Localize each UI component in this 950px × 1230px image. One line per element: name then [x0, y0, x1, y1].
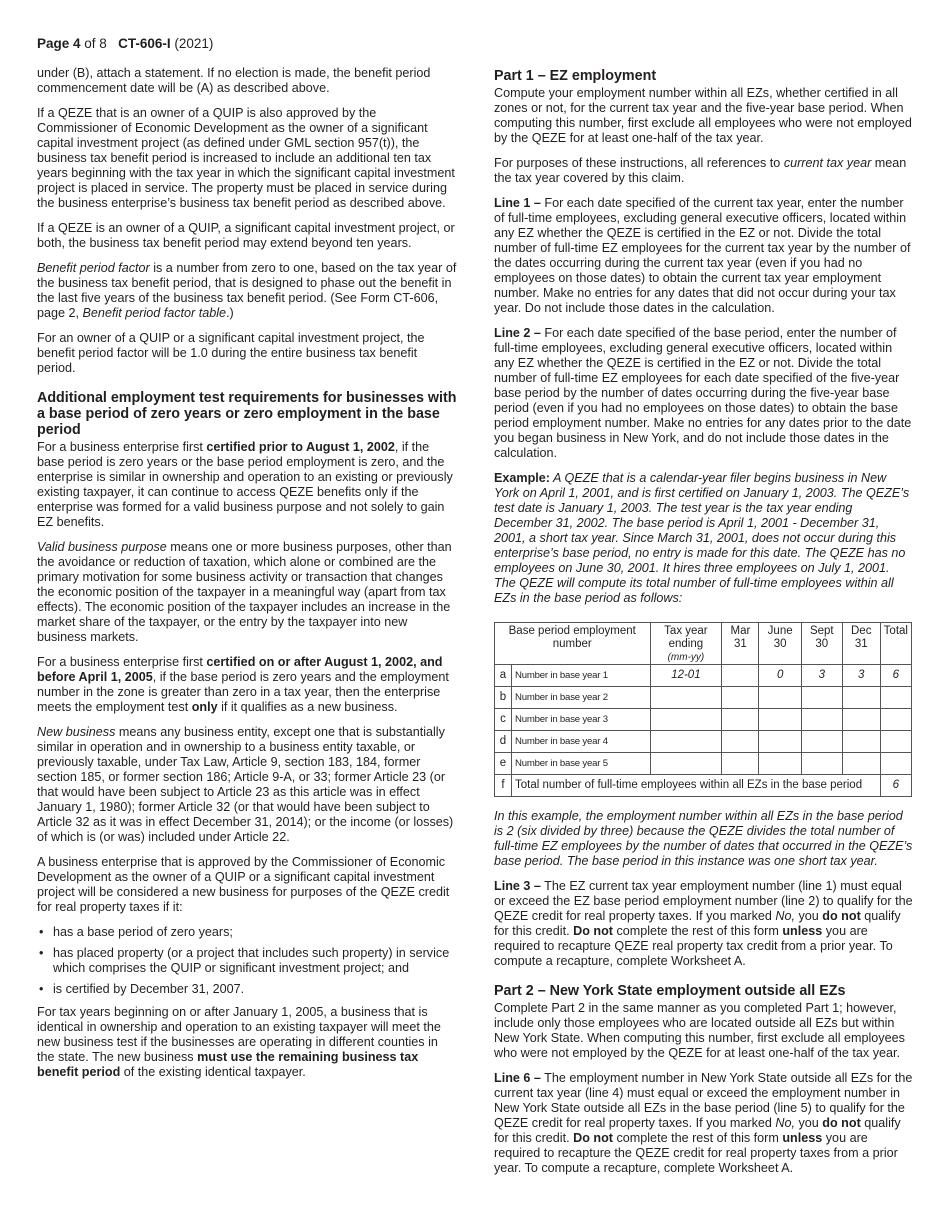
row-value: 3	[801, 665, 842, 687]
row-value	[759, 709, 801, 731]
text-run: Line 3 –	[494, 879, 541, 893]
text-run: is a number from zero to one, based on the tax year of the business tax benefit period, that is designed to phase out the benefit in the last five years of the business tax benefit period. (See Form CT-606, page 2,	[37, 261, 457, 320]
text-run: Part 1 – EZ employment	[494, 68, 657, 84]
row-desc: Number in base year 4	[512, 731, 651, 753]
paragraph	[37, 106, 457, 211]
row-desc: Number in base year 2	[512, 687, 651, 709]
text-run: Line 2 –	[494, 326, 541, 340]
page-count: of 8	[80, 36, 107, 51]
row-desc: Number in base year 1	[512, 665, 651, 687]
text-run: must use the remaining business tax benefit period	[37, 1050, 419, 1079]
text-run: Line 6 –	[494, 1071, 541, 1085]
text-run: For each date specified of the current tax year, enter the number of full-time employees, excluding general executive officers, located within any EZ whether the QEZE is certified in the EZ or not. Divide the total number of full-time EZ employees for the current tax year by the number of the dates occurring during the current tax year (even if you had no employees on those dates) to obtain the current tax year employment number. Make no entries for any dates that did not occur during your tax year. Do not include those dates in the calculation.	[494, 196, 911, 315]
text-run: of the existing identical taxpayer.	[120, 1065, 306, 1079]
paragraph	[494, 1071, 914, 1176]
row-value	[842, 709, 880, 731]
text-run: For tax years beginning on or after January 1, 2005, a business that is identical in ownership and operation to an existing taxpayer will meet the new business test if the businesses are operating in different counties in the state. The new business	[37, 1005, 441, 1064]
paragraph	[37, 221, 457, 251]
text-run: Line 1 –	[494, 196, 541, 210]
text-run: For each date specified of the base period, enter the number of full-time employees, excluding general executive officers, located within any EZ whether the QEZE is certified in the EZ or not. Divide the total number of full-time EZ employees for each date specified of the five-year base period by the number of dates occurring during the five-year base period (even if you had no employees on those dates) to obtain the base period employment number. Make no entries for any dates prior to the date you began business in New York, and do not include those dates in the calculation.	[494, 326, 912, 460]
list-item	[37, 982, 457, 997]
header-date: Sept 30	[801, 623, 842, 665]
row-total: 6	[880, 775, 911, 797]
text-run: Compute your employment number within all EZs, whether certified in all zones or not, for the current tax year and the five-year base period. When computing this number, first exclude all employees who were not employed by the QEZE for at least one-half of the tax year.	[494, 86, 912, 145]
text-run: Example:	[494, 471, 550, 485]
text-run: certified prior to August 1, 2002	[206, 440, 395, 454]
text-run: unless	[782, 924, 823, 938]
table-row	[495, 665, 912, 687]
row-value	[759, 687, 801, 709]
header-date: June 30	[759, 623, 801, 665]
paragraph	[37, 655, 457, 715]
paragraph	[37, 331, 457, 376]
list-item	[37, 925, 457, 940]
text-run: has placed property (or a project that includes such property) in service which comprises the QUIP or significant investment project; and	[53, 946, 450, 975]
list-item	[37, 946, 457, 976]
text-run: complete the rest of this form	[612, 1131, 783, 1145]
table-row	[495, 731, 912, 753]
form-number: CT-606-I	[118, 36, 171, 51]
page-number: Page 4	[37, 36, 81, 51]
text-run: certified on or after August 1, 2002, and before April 1, 2005	[37, 655, 443, 684]
left-column	[37, 66, 457, 1090]
text-run: Do not	[573, 924, 613, 938]
row-value: 6	[880, 665, 911, 687]
bullet-list	[37, 925, 457, 997]
text-run: No,	[775, 909, 795, 923]
text-run: A business enterprise that is approved by the Commissioner of Economic Development as the owner of a QUIP or a significant capital investment project will be considered a new business for purposes of the QEZE credit for real property taxes if it:	[37, 855, 450, 914]
text-run: If a QEZE that is an owner of a QUIP is also approved by the Commissioner of Economic Development as the owner of a significant capital investment project (as defined under GML section 957(t)), the business tax benefit period is increased to include an additional ten tax years beginning with the tax year in which the significant capital investment project is placed in service. The property must be placed in service during the business enterprise’s business tax benefit period as described above.	[37, 106, 455, 210]
row-value	[759, 731, 801, 753]
row-value	[842, 731, 880, 753]
text-run: unless	[782, 1131, 823, 1145]
text-run: Do not	[573, 1131, 613, 1145]
header-total: Total	[880, 623, 911, 665]
row-value	[880, 731, 911, 753]
row-value	[842, 753, 880, 775]
section-heading	[37, 390, 457, 438]
row-value	[880, 753, 911, 775]
row-value	[801, 709, 842, 731]
text-run: For an owner of a QUIP or a significant capital investment project, the benefit period factor will be 1.0 during the entire business tax benefit period.	[37, 331, 425, 375]
row-value: 12-01	[650, 665, 722, 687]
text-run: No,	[775, 1116, 795, 1130]
text-run: mean the tax year covered by this claim.	[494, 156, 907, 185]
row-value	[722, 731, 759, 753]
text-run: , if the base period is zero years or the base period employment is zero, and the enterprise is similar in ownership and operation to an existing or previously existing taxpayer, it can continue to access QEZE benefits only if the enterprise was formed for a valid business purpose and not solely to gain EZ benefits.	[37, 440, 453, 529]
row-letter: a	[495, 665, 512, 687]
text-run: Benefit period factor	[37, 261, 150, 275]
paragraph	[494, 156, 914, 186]
text-run: qualify for this credit.	[494, 1116, 901, 1145]
paragraph	[494, 809, 914, 869]
row-letter: f	[495, 775, 512, 797]
row-value	[801, 687, 842, 709]
row-value	[722, 753, 759, 775]
text-run: do not	[822, 1116, 861, 1130]
text-run: The employment number in New York State outside all EZs for the current tax year (line 4) must equal or exceed the employment number in New York State outside all EZs in the base period (line 5) to qualify for the QEZE credit for real property taxes. If you marked	[494, 1071, 913, 1130]
header-label: Base period employment number	[508, 625, 636, 650]
form-year: (2021)	[170, 36, 214, 51]
table-row	[495, 709, 912, 731]
row-value	[880, 687, 911, 709]
text-run: current tax year	[783, 156, 872, 170]
row-value	[722, 665, 759, 687]
text-run: .)	[226, 306, 234, 320]
text-run: you	[794, 1116, 823, 1130]
paragraph	[37, 1005, 457, 1080]
header-tax-year	[650, 623, 722, 665]
header-label: Tax year ending	[664, 625, 708, 650]
row-desc: Total number of full-time employees within all EZs in the base period	[512, 775, 881, 797]
text-run: under (B), attach a statement. If no election is made, the benefit period commencement date will be (A) as described above.	[37, 66, 431, 95]
text-run: if it qualifies as a new business.	[217, 700, 398, 714]
text-run: complete the rest of this form	[612, 924, 783, 938]
table-row	[495, 753, 912, 775]
text-run: qualify for this credit.	[494, 909, 901, 938]
paragraph	[494, 1001, 914, 1061]
text-run: Additional employment test requirements for businesses with a base period of zero years or zero employment in the base period	[37, 390, 457, 438]
row-value	[650, 731, 722, 753]
text-run: you	[794, 909, 823, 923]
row-desc: Number in base year 5	[512, 753, 651, 775]
text-run: Benefit period factor table	[82, 306, 227, 320]
text-run: For a business enterprise first	[37, 655, 207, 669]
row-value	[801, 753, 842, 775]
text-run: has a base period of zero years;	[53, 925, 233, 939]
right-column	[494, 68, 914, 1186]
header-sub: (mm-yy)	[667, 652, 705, 663]
paragraph	[494, 471, 914, 606]
paragraph	[37, 725, 457, 845]
text-run: A QEZE that is a calendar-year filer begins business in New York on April 1, 2001, and is first certified on January 1, 2003. The QEZE’s test date is January 1, 2003. The test year is the tax year ending December 31, 2002. The base period is April 1, 2001 - December 31, 2001, a short tax year. Since March 31, 2001, does not occur during this enterprise’s base period, no entry is made for this date. The QEZE has no employees on June 30, 2001. It hires three employees on July 1, 2001. The QEZE will compute its total number of full-time employees within all EZs in the base period as follows:	[494, 471, 910, 605]
paragraph	[494, 879, 914, 969]
paragraph	[494, 326, 914, 461]
row-value	[722, 687, 759, 709]
paragraph	[37, 540, 457, 645]
header-date: Mar 31	[722, 623, 759, 665]
text-run: means any business entity, except one that is substantially similar in operation and in ownership to a business entity taxable, or previously taxable, under Tax Law, Article 9, section 183, 184, former section 185, or former section 186; Article 9-A, or 33; former Article 23 (or that would have been subject to Article 23 as this article was in effect January 1, 1980); former Article 32 (or that would have been subject to Article 32 as it was in effect December 31, 2014); or the income (or losses) of which is (or was) included under Article 22.	[37, 725, 454, 844]
row-value	[650, 687, 722, 709]
row-value	[650, 709, 722, 731]
table-row	[495, 687, 912, 709]
text-run: If a QEZE is an owner of a QUIP, a significant capital investment project, or both, the business tax benefit period may extend beyond ten years.	[37, 221, 455, 250]
text-run: New business	[37, 725, 116, 739]
text-run: , if the base period is zero years and the employment number in the zone is greater than zero in a tax year, then the enterprise meets the employment test	[37, 670, 449, 714]
text-run: do not	[822, 909, 861, 923]
text-run: For a business enterprise first	[37, 440, 207, 454]
text-run: means one or more business purposes, other than the avoidance or reduction of taxation, which alone or combined are the primary motivation for some business activity or transaction that changes the economic position of the taxpayer in a meaningful way (apart from tax effects). The economic position of the taxpayer includes an increase in the market share of the taxpayer, or the entry by the taxpayer into new business markets.	[37, 540, 452, 644]
text-run: you are required to recapture QEZE real property tax credit from a prior year. To compute a recapture, complete Worksheet A.	[494, 924, 893, 968]
text-run: Valid business purpose	[37, 540, 167, 554]
paragraph	[494, 196, 914, 316]
paragraph	[37, 855, 457, 915]
row-value	[801, 731, 842, 753]
text-run: you are required to recapture the QEZE credit for real property taxes from a prior year. To compute a recapture, complete Worksheet A.	[494, 1131, 898, 1175]
table-header-row	[495, 623, 912, 665]
row-value	[759, 753, 801, 775]
row-value: 3	[842, 665, 880, 687]
section-heading	[494, 983, 914, 999]
row-desc: Number in base year 3	[512, 709, 651, 731]
row-value	[880, 709, 911, 731]
header-base-period	[495, 623, 651, 665]
text-run: Complete Part 2 in the same manner as you completed Part 1; however, include only those employees who are located outside all EZs but within New York State. When computing this number, first exclude all employees who were not employed by the QEZE for at least one-half of the tax year.	[494, 1001, 905, 1060]
section-heading	[494, 68, 914, 84]
row-value	[842, 687, 880, 709]
text-run: For purposes of these instructions, all references to	[494, 156, 784, 170]
row-value	[650, 753, 722, 775]
paragraph	[37, 261, 457, 321]
page-header	[37, 36, 213, 51]
text-run: Part 2 – New York State employment outside all EZs	[494, 983, 846, 999]
paragraph	[37, 440, 457, 530]
text-run: only	[191, 700, 218, 714]
example-table	[494, 622, 912, 797]
row-letter: b	[495, 687, 512, 709]
row-letter: c	[495, 709, 512, 731]
text-run: In this example, the employment number within all EZs in the base period is 2 (six divided by three) because the QEZE divides the total number of full-time EZ employees by the number of dates that occurred in the QEZE’s base period. The base period in this instance was one short tax year.	[494, 809, 913, 868]
header-date: Dec 31	[842, 623, 880, 665]
paragraph	[37, 66, 457, 96]
text-run: The EZ current tax year employment number (line 1) must equal or exceed the EZ base period employment number (line 2) to qualify for the QEZE credit for real property taxes. If you marked	[494, 879, 913, 923]
row-value: 0	[759, 665, 801, 687]
row-value	[722, 709, 759, 731]
table-total-row	[495, 775, 912, 797]
text-run: is certified by December 31, 2007.	[53, 982, 245, 996]
paragraph	[494, 86, 914, 146]
row-letter: e	[495, 753, 512, 775]
row-letter: d	[495, 731, 512, 753]
